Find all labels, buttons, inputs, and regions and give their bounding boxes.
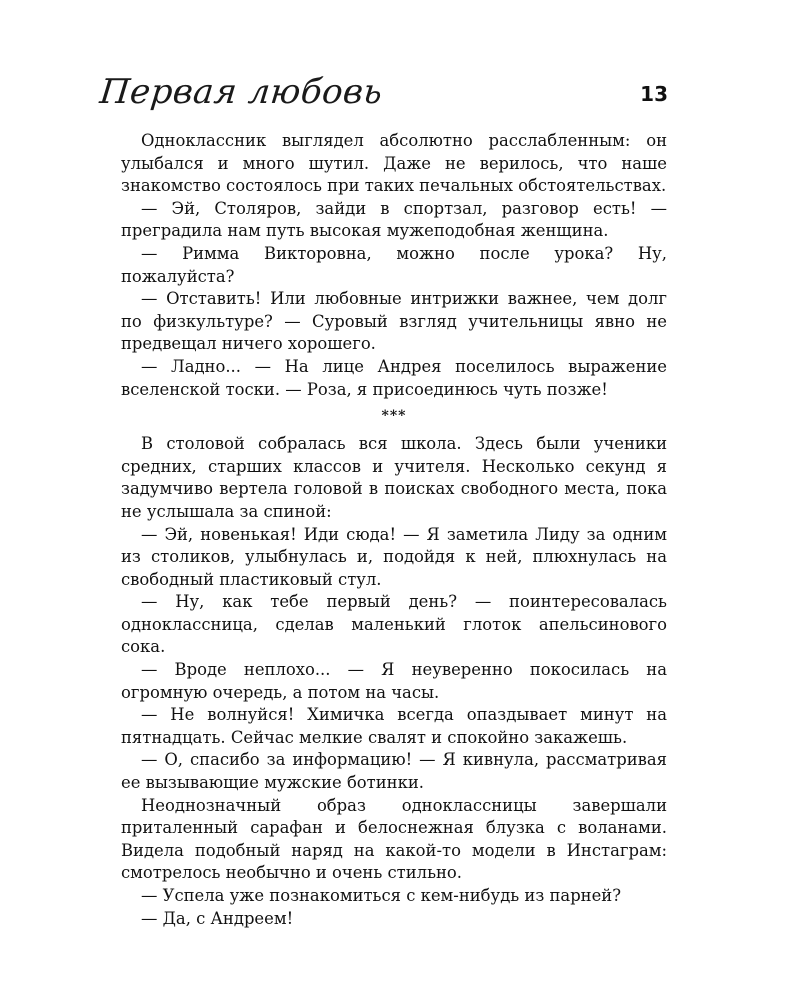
page-number: 13 — [640, 82, 668, 106]
paragraph: — Отставить! Или любовные интрижки важнее, чем долг по физкультуре? — Суровый взгляд учительницы явно не предвещал ничего хорошего. — [121, 289, 667, 354]
paragraph: — Не волнуйся! Химичка всегда опаздывает минут на пятнадцать. Сейчас мелкие свалят и спокойно закажешь. — [121, 705, 667, 747]
body-text — [121, 130, 667, 930]
paragraph: — Ну, как тебе первый день? — поинтересовалась одноклассница, сделав маленький глоток апельсинового сока. — [121, 592, 667, 657]
paragraph: — Эй, Столяров, зайди в спортзал, разговор есть! — преградила нам путь высокая мужеподобная женщина. — [121, 198, 667, 241]
paragraph: Одноклассник выглядел абсолютно расслабленным: он улыбался и много шутил. Даже не верилось, что наше знакомство состоялось при таких печальных обстоятельствах. — [121, 131, 667, 196]
paragraph: — Римма Викторовна, можно после урока? Ну, пожалуйста? — [121, 243, 667, 286]
running-title: Первая любовь — [97, 72, 385, 112]
paragraph: — Успела уже познакомиться с кем-нибудь из парней? — [141, 886, 622, 905]
page-header — [97, 68, 668, 128]
paragraph: В столовой собралась вся школа. Здесь были ученики средних, старших классов и учителя. Несколько секунд я задумчиво вертела головой в поисках свободного места, пока не услышала за спиной: — [121, 434, 667, 521]
paragraph: — Эй, новенькая! Иди сюда! — Я заметила Лиду за одним из столиков, улыбнулась и, подойдя к ней, плюхнулась на свободный пластиковый стул. — [121, 524, 667, 589]
paragraph: — Вроде неплохо... — Я неуверенно покосилась на огромную очередь, а потом на часы. — [121, 660, 667, 702]
section-separator: *** — [381, 408, 407, 425]
paragraph: Неоднозначный образ одноклассницы завершали приталенный сарафан и белоснежная блузка с воланами. Видела подобный наряд на какой-то модели в Инстаграм: смотрелось необычно и очень стильно. — [121, 795, 667, 883]
paragraph: — Ладно... — На лице Андрея поселилось выражение вселенской тоски. — Роза, я присоединюсь чуть позже! — [121, 356, 667, 399]
paragraph: — Да, с Андреем! — [141, 908, 294, 928]
paragraph: — О, спасибо за информацию! — Я кивнула, рассматривая ее вызывающие мужские ботинки. — [121, 750, 667, 793]
